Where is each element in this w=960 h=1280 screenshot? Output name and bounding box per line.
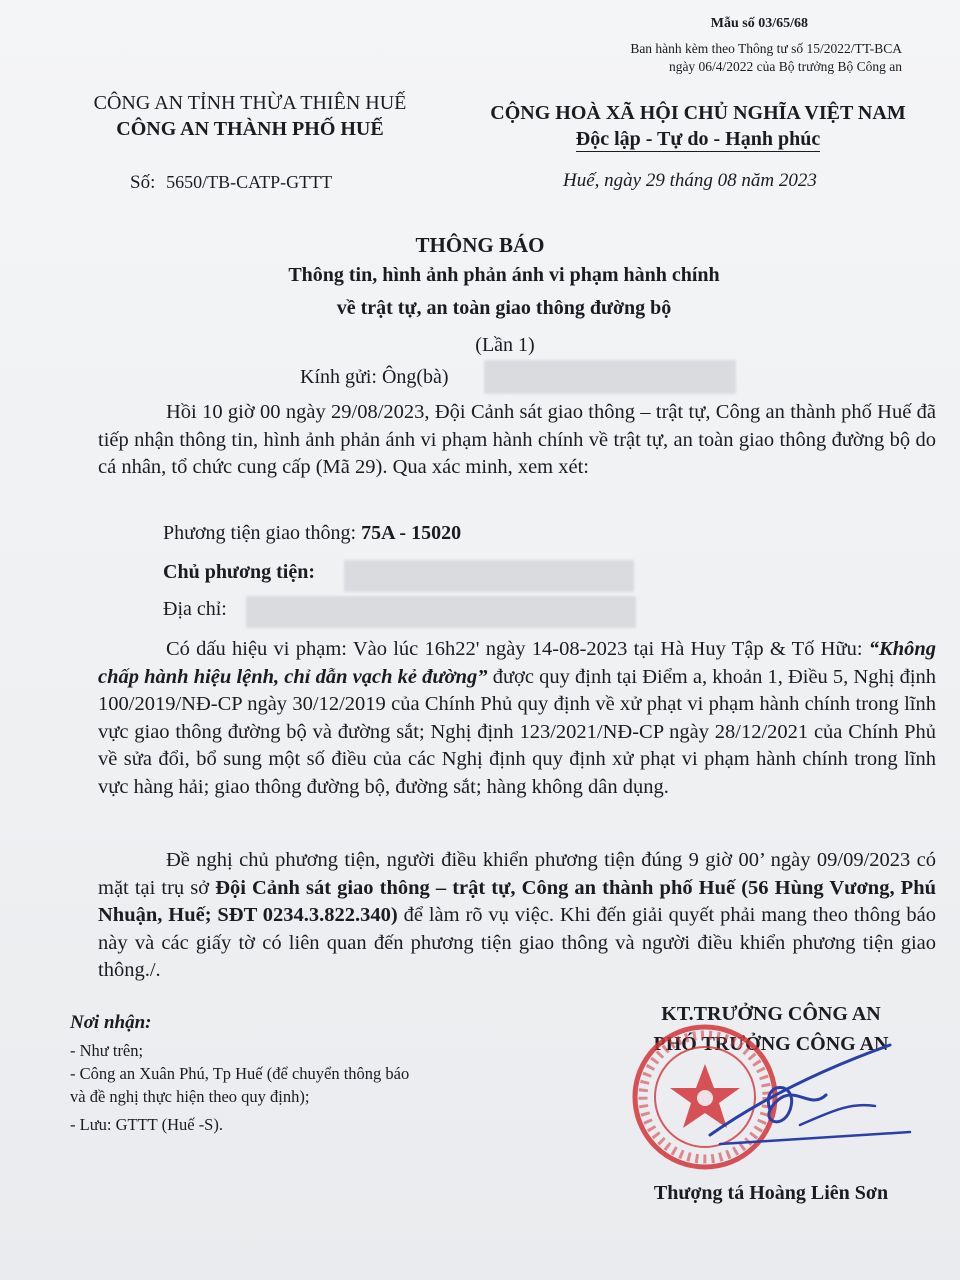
plate-value: 75A - 15020 (361, 522, 462, 544)
violation-name: “Không chấp hành hiệu lệnh, chỉ dẫn vạch kẻ đường” (98, 638, 937, 688)
request-suffix: để làm rõ vụ việc. Khi đến giải quyết phải mang theo thông báo này và các giấy tờ có liên quan đến phương tiện giao thông và người điều khiển phương tiện giao thông./. (98, 904, 936, 981)
issuing-agency (70, 90, 430, 142)
redacted-recipient-name (484, 360, 736, 394)
request-prefix: Đề nghị chủ phương tiện, người điều khiển phương tiện đúng 9 giờ 00’ ngày 09/09/2023 có mặt tại trụ sở (98, 849, 936, 899)
violation-legal-basis: được quy định tại Điểm a, khoản 1, Điều 5, Nghị định 100/2019/NĐ-CP ngày 30/12/2019 của Chính Phủ quy định về xử phạt vi phạm hành chính trong lĩnh vực giao thông đường bộ và đường sắt; Nghị định 123/2021/NĐ-CP ngày 28/12/2021 của Chính Phủ về sửa đổi, bổ sung một số điều của các Nghị định quy định xử phạt vi phạm hành chính trong lĩnh vực hàng hải; giao thông đường bộ, đường sắt; hàng không dân dụng. (98, 665, 937, 798)
violation-prefix: Có dấu hiệu vi phạm: Vào lúc 16h22' ngày 14-08-2023 tại Hà Huy Tập & Tố Hữu: (166, 638, 863, 660)
form-note-line-2: ngày 06/4/2022 của Bộ trưởng Bộ Công an (668, 59, 902, 74)
recipient-item-2a: - Công an Xuân Phú, Tp Huế (để chuyển thông báo (70, 1064, 410, 1083)
document-date: Huế, ngày 29 tháng 08 năm 2023 (563, 170, 817, 191)
recipient-item-1: - Như trên; (70, 1041, 144, 1060)
redacted-address (246, 596, 636, 628)
intro-paragraph (98, 399, 936, 482)
owner-label: Chủ phương tiện: (163, 561, 316, 583)
notice-count: (Lần 1) (475, 334, 535, 356)
recipient-item-3: - Lưu: GTTT (Huế -S). (70, 1115, 223, 1134)
signer-name: Thượng tá Hoàng Liên Sơn (653, 1182, 889, 1204)
intro-text: Hồi 10 giờ 00 ngày 29/08/2023, Đội Cảnh sát giao thông – trật tự, Công an thành phố Huế đã tiếp nhận thông tin, hình ảnh phản ánh vi phạm hành chính về trật tự, an toàn giao thông đường bộ do cá nhân, tổ chức cung cấp (Mã 29). Qua xác minh, xem xét: (98, 401, 936, 478)
national-motto: Độc lập - Tự do - Hạnh phúc (575, 128, 821, 150)
document-title: THÔNG BÁO (415, 233, 545, 257)
recipients-heading: Nơi nhận: (70, 1012, 152, 1033)
nation-name: CỘNG HOÀ XÃ HỘI CHỦ NGHĨA VIỆT NAM (490, 102, 906, 124)
form-code: Mẫu số 03/65/68 (710, 16, 808, 31)
document-subtitle-2: về trật tự, an toàn giao thông đường bộ (336, 297, 672, 319)
form-note-line-1: Ban hành kèm theo Thông tư số 15/2022/TT-BCA (630, 41, 902, 56)
vehicle-plate-line (163, 522, 461, 545)
vehicle-owner-line (163, 561, 315, 584)
signer-title-1: KT.TRƯỞNG CÔNG AN (661, 1003, 881, 1025)
signer-title-2: PHÓ TRƯỞNG CÔNG AN (653, 1033, 889, 1055)
document-number (130, 172, 332, 194)
form-issuance-note (630, 40, 902, 76)
recipient-item-2b: và đề nghị thực hiện theo quy định); (70, 1087, 310, 1106)
number-value: 5650/TB-CATP-GTTT (166, 172, 333, 192)
violation-paragraph (98, 636, 936, 801)
agency-parent: CÔNG AN TỈNH THỪA THIÊN HUẾ (93, 92, 407, 114)
address-label: Địa chỉ: (163, 598, 227, 620)
plate-label: Phương tiện giao thông: (163, 522, 357, 544)
national-header (470, 100, 926, 152)
document-subtitle-1: Thông tin, hình ảnh phản ánh vi phạm hành chính (288, 264, 720, 286)
redacted-owner-name (344, 560, 634, 592)
recipient-line: Kính gửi: Ông(bà) (300, 366, 449, 388)
number-label: Số: (130, 172, 156, 193)
handwritten-signature-icon (700, 1040, 930, 1150)
request-paragraph (98, 847, 936, 985)
police-office-address: Đội Cảnh sát giao thông – trật tự, Công an thành phố Huế (56 Hùng Vương, Phú Nhuận, Huế; SĐT 0234.3.822.340) (98, 876, 937, 926)
agency-name: CÔNG AN THÀNH PHỐ HUẾ (116, 118, 384, 140)
vehicle-address-line (163, 598, 227, 621)
